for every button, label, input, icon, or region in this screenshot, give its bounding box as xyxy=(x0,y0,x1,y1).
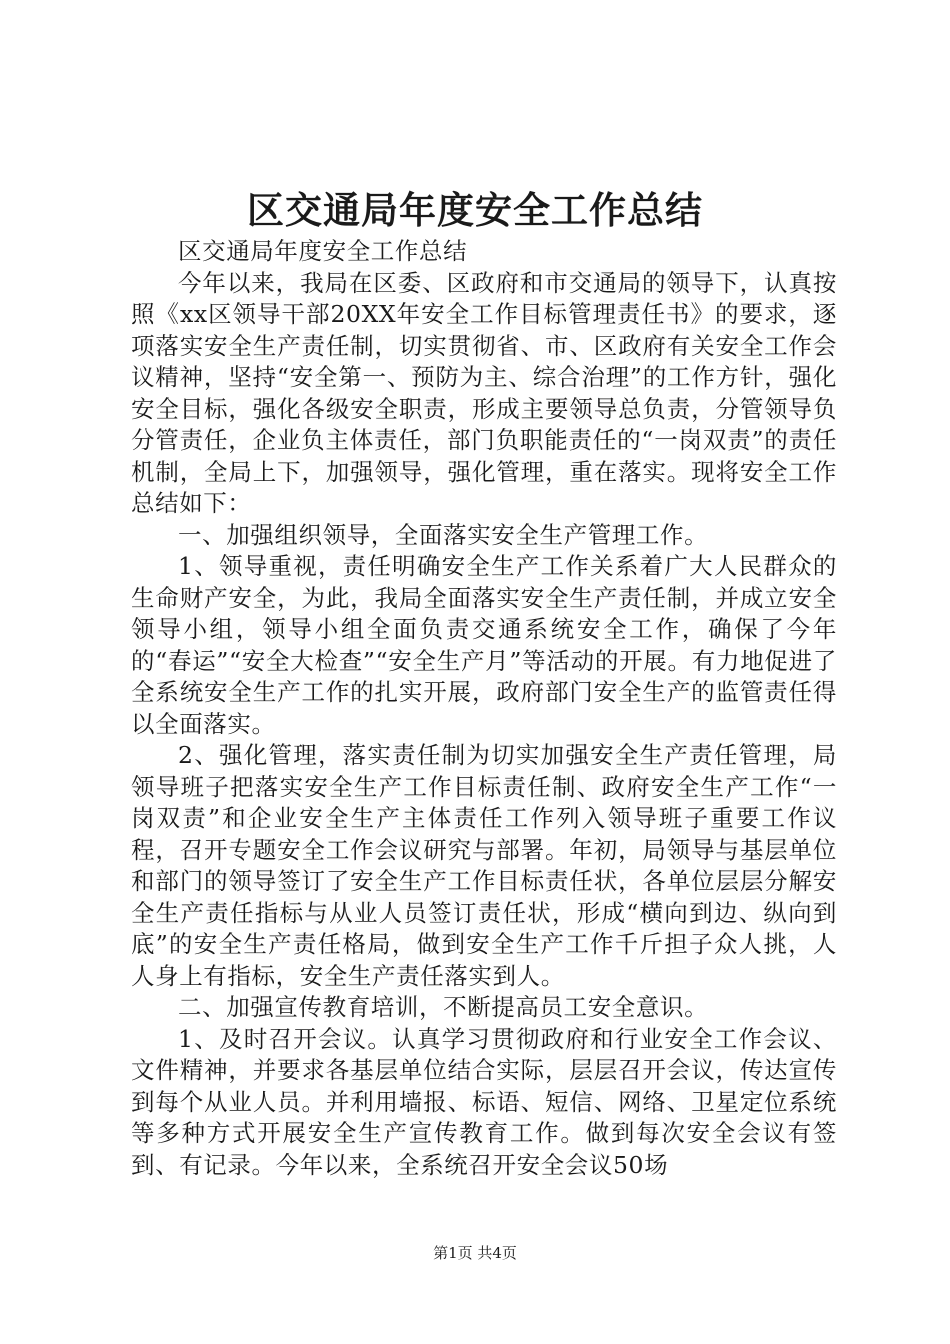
paragraph-2-1: 1、及时召开会议。认真学习贯彻政府和行业安全工作会议、文件精神，并要求各基层单位结合实际，层层召开会议，传达宣传到每个从业人员。并利用墙报、标语、短信、网络、卫星定位系统等多种方式开展安全生产宣传教育工作。做到每次安全会议有签到、有记录。今年以来，全系统召开安全会议50场 xyxy=(131,1024,837,1179)
document-body xyxy=(131,236,837,1181)
document-title: 区交通局年度安全工作总结 xyxy=(247,188,703,232)
paragraph-subtitle: 区交通局年度安全工作总结 xyxy=(178,237,468,265)
paragraph-1-1: 1、领导重视，责任明确安全生产工作关系着广大人民群众的生命财产安全，为此，我局全面落实安全生产责任制，并成立安全领导小组，领导小组全面负责交通系统安全工作，确保了今年的“春运”“安全大检查”“安全生产月”等活动的开展。有力地促进了全系统安全生产工作的扎实开展，政府部门安全生产的监管责任得以全面落实。 xyxy=(131,552,837,738)
paragraph-1-2: 2、强化管理，落实责任制为切实加强安全生产责任管理，局领导班子把落实安全生产工作目标责任制、政府安全生产工作“一岗双责”和企业安全生产主体责任工作列入领导班子重要工作议程，召开专题安全工作会议研究与部署。年初，局领导与基层单位和部门的领导签订了安全生产工作目标责任状，各单位层层分解安全生产责任指标与从业人员签订责任状，形成“横向到边、纵向到底”的安全生产责任格局，做到安全生产工作千斤担子众人挑，人人身上有指标，安全生产责任落实到人。 xyxy=(131,741,837,990)
section-heading-2: 二、加强宣传教育培训，不断提高员工安全意识。 xyxy=(178,993,709,1021)
section-heading-1: 一、加强组织领导，全面落实安全生产管理工作。 xyxy=(178,520,709,549)
paragraph-intro: 今年以来，我局在区委、区政府和市交通局的领导下，认真按照《xx区领导干部20XX年安全工作目标管理责任书》的要求，逐项落实安全生产责任制，切实贯彻省、市、区政府有关安全工作会议精神，坚持“安全第一、预防为主、综合治理”的工作方针，强化安全目标，强化各级安全职责，形成主要领导总负责，分管领导负分管责任，企业负主体责任，部门负职能责任的“一岗双责”的责任机制，全局上下，加强领导，强化管理，重在落实。现将安全工作总结如下： xyxy=(131,268,837,517)
page-number-footer: 第1页 共4页 xyxy=(433,1244,517,1262)
